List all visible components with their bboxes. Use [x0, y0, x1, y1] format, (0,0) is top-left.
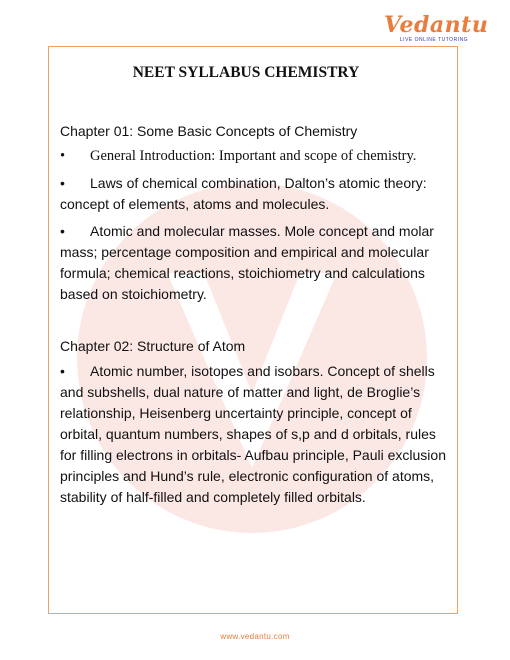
list-item — [60, 173, 452, 215]
document-content — [60, 60, 452, 508]
bullet-icon: • — [60, 175, 65, 191]
bullet-icon: • — [60, 223, 65, 239]
bullet-icon: • — [60, 363, 65, 379]
brand-tagline: LIVE ONLINE TUTORING — [399, 37, 469, 43]
list-item-text: General Introduction: Important and scope of chemistry. — [90, 148, 417, 164]
list-item-text: Atomic and molecular masses. Mole concept and molar mass; percentage composition and empirical and molecular formula; chemical reactions, stoichiometry and calculations based on stoichiometry. — [60, 223, 434, 302]
chapter-heading: Chapter 02: Structure of Atom — [60, 338, 246, 354]
bullet-icon: • — [60, 148, 66, 164]
document-title: NEET SYLLABUS CHEMISTRY — [132, 64, 360, 81]
list-item-text: Atomic number, isotopes and isobars. Concept of shells and subshells, dual nature of matter and light, de Broglie’s relationship, Heisenberg uncertainty principle, concept of orbital, quantum numbers, shapes of s,p and d orbitals, rules for filling electrons in orbitals- Aufbau principle, Pauli exclusion principles and Hund’s rule, electronic configuration of atoms, stability of half-filled and completely filled orbitals. — [60, 363, 446, 505]
list-item-text: Laws of chemical combination, Dalton’s atomic theory: concept of elements, atoms and molecules. — [60, 175, 427, 212]
brand-name: Vedantu — [384, 12, 489, 38]
footer-url[interactable]: www.vedantu.com — [220, 632, 290, 641]
vedantu-logo — [384, 12, 489, 43]
list-item — [60, 221, 452, 305]
list-item — [60, 146, 452, 167]
chapter-heading: Chapter 01: Some Basic Concepts of Chemistry — [60, 123, 358, 139]
list-item — [60, 361, 452, 508]
